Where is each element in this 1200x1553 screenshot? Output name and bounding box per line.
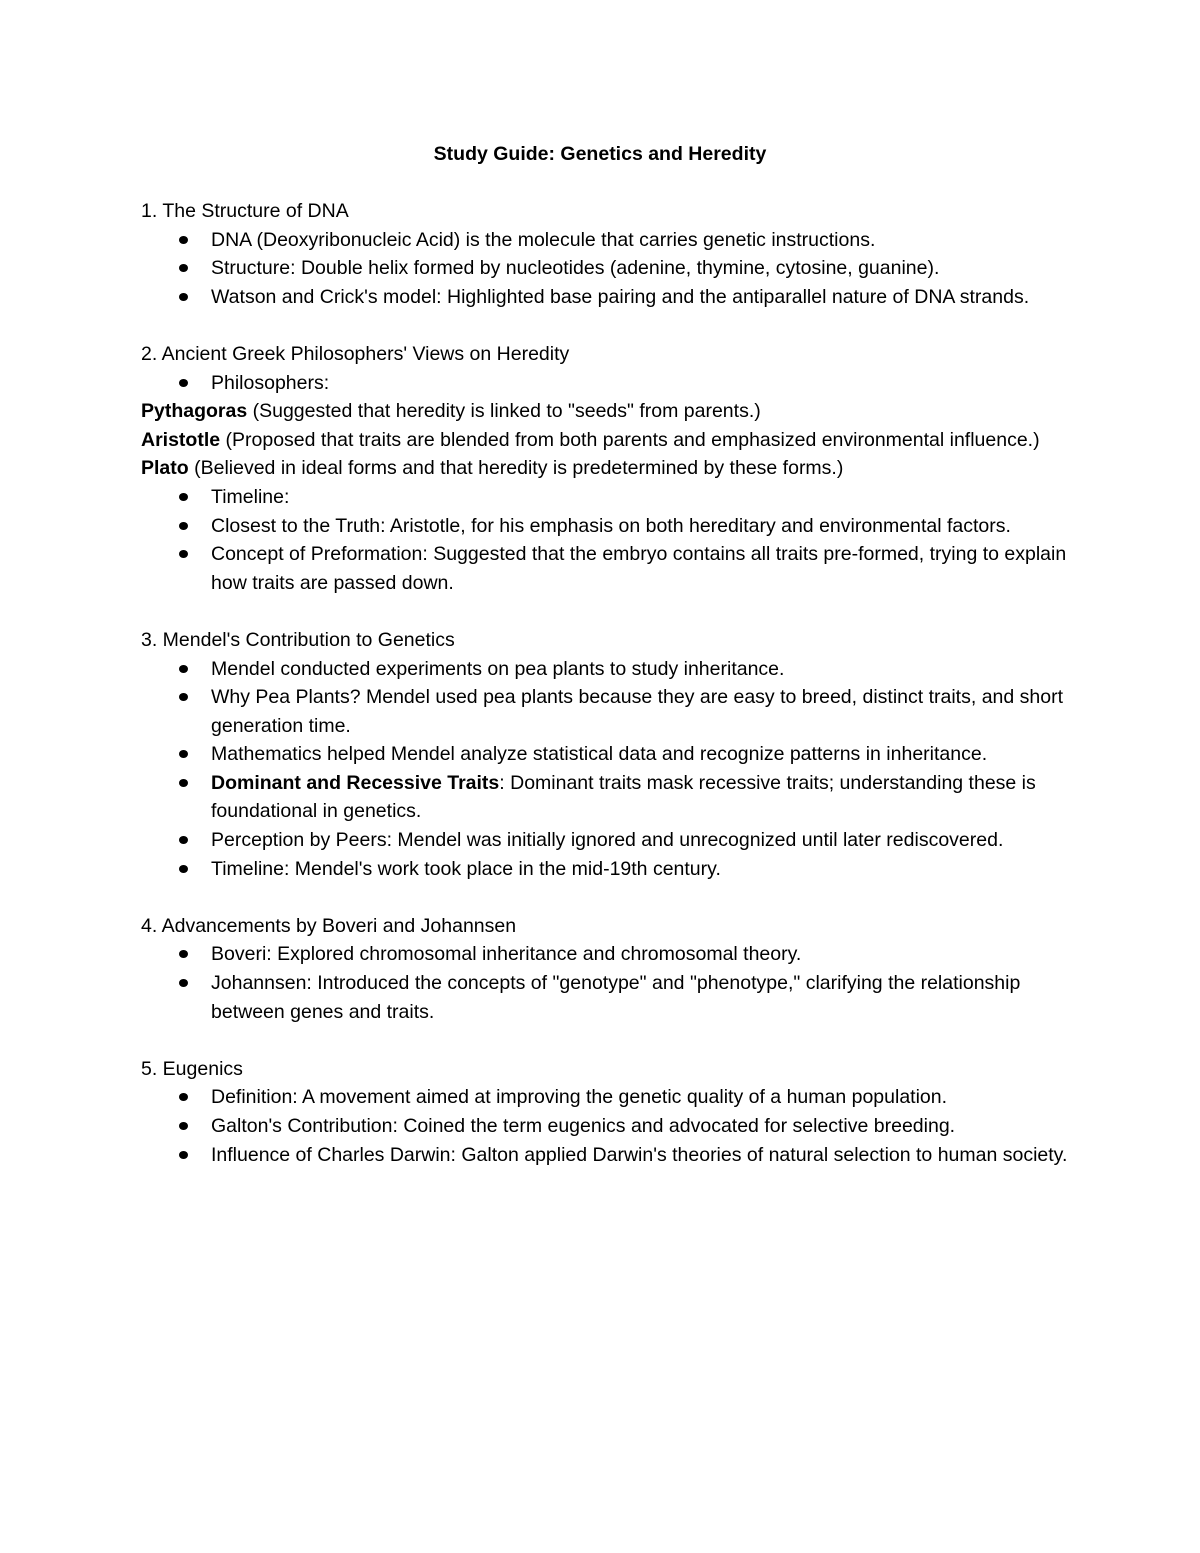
bullet-icon: [179, 950, 188, 958]
philosopher-description: (Proposed that traits are blended from both parents and emphasized environmental influence.): [220, 428, 1040, 451]
list-item-text: Johannsen: Introduced the concepts of "genotype" and "phenotype," clarifying the relationship between genes and traits.: [211, 972, 1021, 1023]
philosopher-name: Plato: [141, 457, 189, 480]
philosopher-description: (Suggested that heredity is linked to "seeds" from parents.): [247, 400, 761, 423]
list-item-text: Structure: Double helix formed by nucleotides (adenine, thymine, cytosine, guanine).: [211, 257, 940, 280]
bullet-list: [141, 483, 1071, 597]
section-dna-structure: [141, 197, 1071, 311]
list-item-text: DNA (Deoxyribonucleic Acid) is the molecule that carries genetic instructions.: [211, 228, 876, 251]
philosopher-name: Aristotle: [141, 428, 221, 451]
list-item: [141, 483, 1071, 512]
list-item-text: : Dominant traits mask recessive traits; understanding these is foundational in genetics.: [211, 771, 1036, 823]
list-item: [141, 369, 1071, 398]
section-greek-philosophers: [141, 340, 1071, 597]
philosopher-description: (Believed in ideal forms and that heredity is predetermined by these forms.): [188, 457, 844, 480]
section-mendel: [141, 626, 1071, 883]
list-item-text: Mendel conducted experiments on pea plants to study inheritance.: [211, 657, 785, 680]
list-item-text: Perception by Peers: Mendel was initially ignored and unrecognized until later rediscovered.: [211, 829, 1004, 852]
bullet-icon: [179, 236, 188, 244]
bullet-icon: [179, 836, 188, 844]
list-item-text: Definition: A movement aimed at improving the genetic quality of a human population.: [211, 1086, 948, 1109]
list-item-text: Mathematics helped Mendel analyze statistical data and recognize patterns in inheritance.: [211, 743, 988, 766]
bullet-icon: [179, 693, 188, 701]
section-heading: 4. Advancements by Boveri and Johannsen: [141, 914, 517, 937]
list-item: [141, 740, 1071, 769]
bullet-list: [141, 655, 1071, 884]
list-item: [141, 283, 1071, 312]
document-body: [141, 197, 1071, 1198]
bullet-icon: [179, 264, 188, 272]
bullet-icon: [179, 750, 188, 758]
philosopher-aristotle: [141, 426, 1071, 455]
bullet-icon: [179, 1151, 188, 1159]
list-item-text: Timeline:: [211, 485, 290, 508]
section-heading: 3. Mendel's Contribution to Genetics: [141, 628, 455, 651]
bullet-icon: [179, 379, 188, 387]
list-item: [141, 655, 1071, 684]
bullet-icon: [179, 665, 188, 673]
list-item-text: Boveri: Explored chromosomal inheritance and chromosomal theory.: [211, 943, 802, 966]
document-title: Study Guide: Genetics and Heredity: [433, 143, 767, 165]
philosopher-plato: [141, 454, 1071, 483]
bullet-icon: [179, 293, 188, 301]
list-item-text: Closest to the Truth: Aristotle, for his emphasis on both hereditary and environmental factors.: [211, 514, 1011, 537]
bullet-icon: [179, 979, 188, 987]
bullet-icon: [179, 550, 188, 558]
list-item-bold-term: Dominant and Recessive Traits: [211, 771, 500, 794]
list-item: [141, 969, 1071, 1026]
list-item: [141, 1112, 1071, 1141]
list-item-text: Influence of Charles Darwin: Galton applied Darwin's theories of natural selection to human society.: [211, 1143, 1068, 1166]
list-item: [141, 540, 1071, 597]
list-item-text: Why Pea Plants? Mendel used pea plants because they are easy to breed, distinct traits, and short generation time.: [211, 686, 1063, 737]
bullet-list: [141, 1083, 1071, 1169]
section-heading: 1. The Structure of DNA: [141, 200, 349, 222]
list-item: [141, 1141, 1071, 1170]
bullet-icon: [179, 1093, 188, 1101]
section-heading: 2. Ancient Greek Philosophers' Views on Heredity: [141, 342, 570, 365]
list-item-text: Philosophers:: [211, 371, 330, 394]
bullet-icon: [179, 522, 188, 530]
bullet-list: [141, 369, 1071, 398]
list-item-text: Concept of Preformation: Suggested that the embryo contains all traits pre-formed, trying to explain how traits are passed down.: [211, 543, 1067, 594]
bullet-icon: [179, 493, 188, 501]
list-item: [141, 254, 1071, 283]
section-heading: 5. Eugenics: [141, 1057, 243, 1080]
list-item: [141, 683, 1071, 740]
list-item: [141, 855, 1071, 884]
list-item: [141, 769, 1071, 826]
bullet-list: [141, 940, 1071, 1026]
list-item: [141, 1083, 1071, 1112]
section-eugenics: [141, 1055, 1071, 1169]
bullet-icon: [179, 1122, 188, 1130]
list-item-text: Watson and Crick's model: Highlighted base pairing and the antiparallel nature of DNA strands.: [211, 285, 1030, 308]
list-item: [141, 512, 1071, 541]
list-item: [141, 940, 1071, 969]
section-boveri-johannsen: [141, 912, 1071, 1026]
list-item-text: Timeline: Mendel's work took place in the mid-19th century.: [211, 857, 721, 880]
philosopher-name: Pythagoras: [141, 400, 248, 423]
list-item: [141, 226, 1071, 255]
philosopher-pythagoras: [141, 397, 1071, 426]
list-item-text: Galton's Contribution: Coined the term eugenics and advocated for selective breeding.: [211, 1115, 956, 1137]
bullet-icon: [179, 865, 188, 873]
bullet-list: [141, 226, 1071, 312]
list-item: [141, 826, 1071, 855]
bullet-icon: [179, 779, 188, 787]
